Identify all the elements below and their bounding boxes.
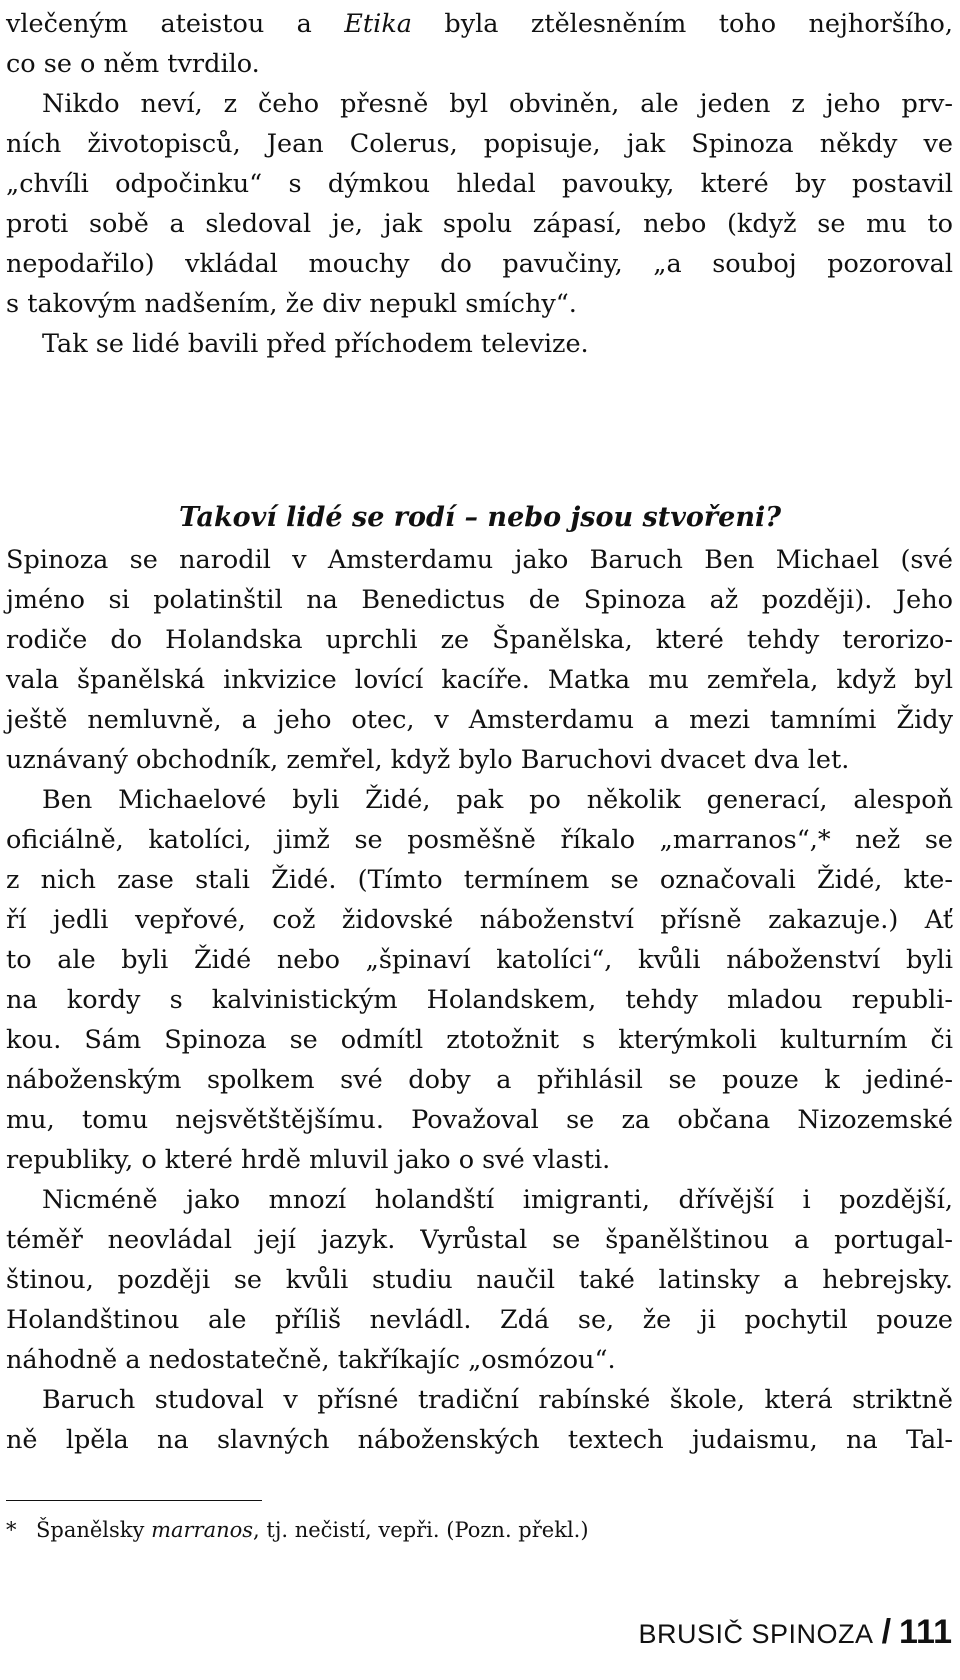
text-line: rodiče do Holandska uprchli ze Španělska, které tehdy terorizo- xyxy=(6,625,953,655)
footer-separator: / xyxy=(881,1613,892,1651)
text-line: to ale byli Židé nebo „špinaví katolíci“, kvůli náboženství byli xyxy=(6,945,953,975)
text-fragment: vlečeným ateistou a xyxy=(6,9,345,39)
running-title: BRUSIČ SPINOZA xyxy=(638,1619,874,1649)
text-line: ně lpěla na slavných náboženských textech judaismu, na Tal- xyxy=(6,1425,953,1455)
text-line: ních životopisců, Jean Colerus, popisuje, jak Spinoza někdy ve xyxy=(6,129,953,159)
text-line: „chvíli odpočinku“ s dýmkou hledal pavouky, které by postavil xyxy=(6,169,953,199)
text-line: ří jedli vepřové, což židovské náboženství přísně zakazuje.) Ať xyxy=(6,905,953,935)
text-line: z nich zase stali Židé. (Tímto termínem se označovali Židé, kte- xyxy=(6,865,953,895)
text-line: na kordy s kalvinistickým Holandskem, tehdy mladou republi- xyxy=(6,985,953,1015)
text-line: oficiálně, katolíci, jimž se posměšně říkalo „marranos“,* než se xyxy=(6,825,953,855)
text-line: s takovým nadšením, že div nepukl smíchy“. xyxy=(6,289,577,319)
text-line: téměř neovládal její jazyk. Vyrůstal se španělštinou a portugal- xyxy=(6,1225,953,1255)
text-line: Holandštinou ale příliš nevládl. Zdá se, že ji pochytil pouze xyxy=(6,1305,953,1335)
page-number: 111 xyxy=(899,1613,952,1651)
text-line: mu, tomu nejsvětštějšímu. Považoval se za občana Nizozemské xyxy=(6,1105,953,1135)
section-heading: Takoví lidé se rodí – nebo jsou stvořeni? xyxy=(178,502,782,533)
footnote-text: , tj. nečistí, vepři. (Pozn. překl.) xyxy=(253,1518,589,1542)
footnote xyxy=(6,1514,589,1546)
page-footer xyxy=(639,1610,952,1654)
text-fragment: byla ztělesněním toho nejhoršího, xyxy=(411,9,953,39)
text-line xyxy=(6,4,953,44)
footnote-italic-term: marranos xyxy=(151,1518,254,1542)
text-line: kou. Sám Spinoza se odmítl ztotožnit s kterýmkoli kulturním či xyxy=(6,1025,953,1055)
footnote-rule xyxy=(6,1500,262,1501)
text-line: jméno si polatinštil na Benedictus de Spinoza až později). Jeho xyxy=(6,585,953,615)
italic-title: Etika xyxy=(344,9,412,39)
text-line: náboženským spolkem své doby a přihlásil se pouze k jediné- xyxy=(6,1065,953,1095)
text-line: Nikdo neví, z čeho přesně byl obviněn, ale jeden z jeho prv- xyxy=(42,89,953,119)
text-line: vala španělská inkvizice lovící kacíře. Matka mu zemřela, když byl xyxy=(6,665,953,695)
text-line: náhodně a nedostatečně, takříkajíc „osmózou“. xyxy=(6,1345,616,1375)
footnote-marker: * xyxy=(6,1518,17,1542)
text-line: ještě nemluvně, a jeho otec, v Amsterdamu a mezi tamními Židy xyxy=(6,705,953,735)
text-line: nepodařilo) vkládal mouchy do pavučiny, „a souboj pozoroval xyxy=(6,249,953,279)
footnote-text: Španělsky xyxy=(36,1518,152,1542)
text-line: Ben Michaelové byli Židé, pak po několik generací, alespoň xyxy=(42,785,953,815)
text-line: Nicméně jako mnozí holandští imigranti, dřívější i pozdější, xyxy=(42,1185,953,1215)
text-line: Tak se lidé bavili před příchodem televize. xyxy=(42,329,589,359)
text-line: uznávaný obchodník, zemřel, když bylo Baruchovi dvacet dva let. xyxy=(6,745,850,775)
text-line: co se o něm tvrdilo. xyxy=(6,49,260,79)
text-line: republiky, o které hrdě mluvil jako o své vlasti. xyxy=(6,1145,611,1175)
text-line: proti sobě a sledoval je, jak spolu zápasí, nebo (když se mu to xyxy=(6,209,953,239)
text-line: Spinoza se narodil v Amsterdamu jako Baruch Ben Michael (své xyxy=(6,545,953,575)
text-line: štinou, později se kvůli studiu naučil také latinsky a hebrejsky. xyxy=(6,1265,953,1295)
text-line: Baruch studoval v přísné tradiční rabínské škole, která striktně xyxy=(42,1385,953,1415)
